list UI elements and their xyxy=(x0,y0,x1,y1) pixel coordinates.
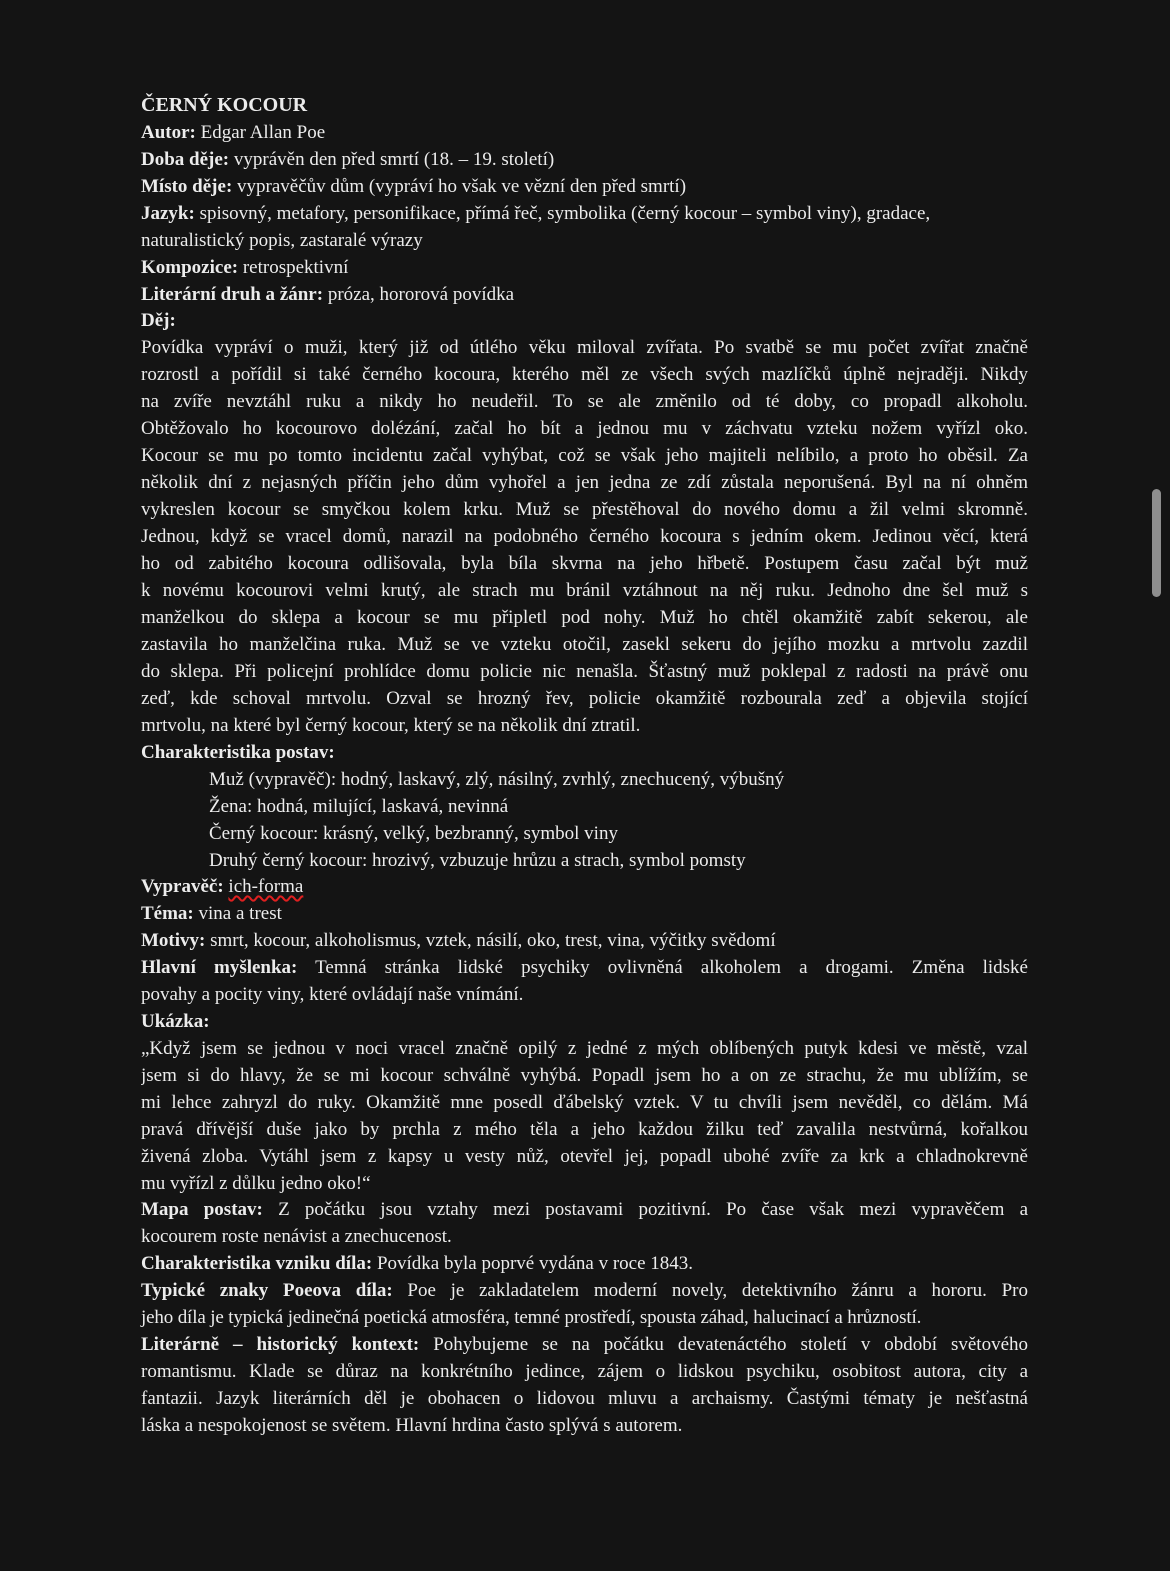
plot-label: Děj: xyxy=(141,310,176,331)
context-line-2: romantismu. Klade se důraz na konkrétního jedince, zájem o lidskou psychiku, osobitost autora, city a xyxy=(141,1361,1028,1382)
excerpt-line: mi lehce zahryzl do ruky. Okamžitě mne posedl ďábelský vztek. V tu chvíli jsem nevěděl, co dělám. Má xyxy=(141,1092,1028,1113)
plot-line: vykreslen kocour se smyčkou kolem krku. Muž se přestěhoval do nového domu a žil velmi skromně. xyxy=(141,499,1028,520)
main-idea-value: Temná stránka lidské psychiky ovlivněná alkoholem a drogami. Změna lidské xyxy=(315,957,1028,978)
main-idea-label: Hlavní myšlenka: xyxy=(141,957,298,978)
theme-value: vina a trest xyxy=(198,903,282,924)
poe-traits-line-2: jeho díla je typická jedinečná poetická atmosféra, temné prostředí, spousta záhad, halucinací a hrůzností. xyxy=(141,1307,922,1328)
character-item: Černý kocour: krásný, velký, bezbranný, symbol viny xyxy=(209,823,618,844)
plot-line: zastavila ho manželčina ruka. Muž se ve vzteku otočil, zasekl sekeru do jejího mozku a mrtvolu zazdil xyxy=(141,634,1028,655)
time-line xyxy=(141,146,1028,173)
context-line-3: fantazii. Jazyk literárních děl je obohacen o lidovou mluvu a archaismy. Častými tématy je nešťastná xyxy=(141,1388,1028,1409)
plot-line: Povídka vypráví o muži, který již od útlého věku miloval zvířata. Po svatbě se mu počet zvířat značně xyxy=(141,337,1028,358)
plot-line: do sklepa. Při policejní prohlídce domu policie nic nenašla. Šťastný muž poklepal z radosti na právě onu xyxy=(141,661,1028,682)
poe-traits-line xyxy=(141,1277,1028,1304)
language-line-2: naturalistický popis, zastaralé výrazy xyxy=(141,230,423,251)
plot-line: Kocour se mu po tomto incidentu začal vyhýbat, což se však jeho majiteli nelíbilo, a proto ho oběsil. Za xyxy=(141,445,1028,466)
language-line xyxy=(141,200,1028,227)
plot-line: Obtěžovalo ho kocourovo dolézání, začal ho bít a jednou mu v záchvatu vzteku nožem vyřízl oko. xyxy=(141,418,1028,439)
excerpt-label: Ukázka: xyxy=(141,1011,210,1032)
vertical-scrollbar-thumb[interactable] xyxy=(1152,489,1161,597)
plot-line: zeď, kde schoval mrtvolu. Ozval se hrozný řev, policie okamžitě rozbourala zeď a objevila stojící xyxy=(141,688,1028,709)
author-value: Edgar Allan Poe xyxy=(200,122,326,143)
plot-line: k novému kocourovi velmi krutý, ale strach mu bránil vztáhnout na něj ruku. Jednoho dne šel muž s xyxy=(141,580,1028,601)
context-line-4: láska a nespokojenost se světem. Hlavní hrdina často splývá s autorem. xyxy=(141,1415,683,1436)
theme-line xyxy=(141,900,1028,927)
character-item: Druhý černý kocour: hrozivý, vzbuzuje hrůzu a strach, symbol pomsty xyxy=(209,850,746,871)
narrator-label: Vypravěč: xyxy=(141,876,224,897)
genre-label: Literární druh a žánr: xyxy=(141,284,324,305)
plot-line: ho od zabitého kocoura odlišovala, byla bíla skvrna na jeho hřbetě. Postupem času začal být muž xyxy=(141,553,1028,574)
character-map-line-2: kocourem roste nenávist a znechucenost. xyxy=(141,1226,452,1247)
excerpt-line: pravá dřívější duše jako by prchla z mého těla a jeho každou žilku teď zavalila nestvůrná, kořalkou xyxy=(141,1119,1028,1140)
genre-value: próza, hororová povídka xyxy=(327,284,515,305)
language-value: spisovný, metafory, personifikace, přímá řeč, symbolika (černý kocour – symbol viny), gradace, xyxy=(199,203,931,224)
origin-line xyxy=(141,1250,1028,1277)
context-label: Literárně – historický kontext: xyxy=(141,1334,420,1355)
plot-line: několik dní z nejasných příčin jeho dům vyhořel a jen jedna ze zdí zůstala neporušená. Byl na ní ohněm xyxy=(141,472,1028,493)
main-idea-line xyxy=(141,954,1028,981)
place-line xyxy=(141,173,1028,200)
plot-line: Jednou, když se vracel domů, narazil na podobného černého kocoura s jedním okem. Jedinou věcí, která xyxy=(141,526,1028,547)
document-body xyxy=(141,92,1028,1439)
origin-value: Povídka byla poprvé vydána v roce 1843. xyxy=(376,1253,694,1274)
poe-traits-label: Typické znaky Poeova díla: xyxy=(141,1280,393,1301)
context-value: Pohybujeme se na počátku devatenáctého století v období světového xyxy=(433,1334,1028,1355)
excerpt-line: jsem si do hlavy, že se mi kocour schválně vyhýbá. Popadl jsem ho a on ze strachu, že mu ublížím, se xyxy=(141,1065,1028,1086)
place-label: Místo děje: xyxy=(141,176,233,197)
author-line xyxy=(141,119,1028,146)
theme-label: Téma: xyxy=(141,903,194,924)
context-line xyxy=(141,1331,1028,1358)
time-value: vyprávěn den před smrtí (18. – 19. století) xyxy=(233,149,555,170)
character-map-line xyxy=(141,1197,1028,1223)
excerpt-line: mu vyřízl z důlku jedno oko!“ xyxy=(141,1173,371,1194)
poe-traits-value: Poe je zakladatelem moderní novely, detektivního žánru a hororu. Pro xyxy=(407,1280,1028,1301)
narrator-value-misspelled[interactable]: ich-forma xyxy=(228,876,304,897)
plot-line: mrtvolu, na které byl černý kocour, který se na několik dní ztratil. xyxy=(141,715,641,736)
excerpt-line: živená zloba. Vytáhl jsem z kapsy u vesty nůž, otevřel jej, popadl ubohé zvíře za krk a chladnokrevně xyxy=(141,1146,1028,1167)
genre-line xyxy=(141,281,1028,308)
plot-line: manželkou do sklepa a kocour se mu připletl pod nohy. Muž ho chtěl okamžitě zabít sekerou, ale xyxy=(141,607,1028,628)
composition-value: retrospektivní xyxy=(242,257,349,278)
composition-label: Kompozice: xyxy=(141,257,239,278)
plot-line: rozrostl a pořídil si také černého kocoura, kterého měl ze všech svých mazlíčků úplně nejraději. Nikdy xyxy=(141,364,1028,385)
excerpt-line: „Když jsem se jednou v noci vracel značně opilý z jedné z mých oblíbených putyk kdesi ve městě, vzal xyxy=(141,1038,1028,1059)
characters-label: Charakteristika postav: xyxy=(141,742,335,763)
author-label: Autor: xyxy=(141,122,196,143)
character-item: Žena: hodná, milující, laskavá, nevinná xyxy=(209,796,509,817)
main-idea-line-2: povahy a pocity viny, které ovládají naše vnímání. xyxy=(141,984,524,1005)
character-map-value: Z počátku jsou vztahy mezi postavami pozitivní. Po čase však mezi vypravěčem a xyxy=(278,1199,1028,1220)
origin-label: Charakteristika vzniku díla: xyxy=(141,1253,373,1274)
motifs-value: smrt, kocour, alkoholismus, vztek, násilí, oko, trest, vina, výčitky svědomí xyxy=(210,930,776,951)
character-item: Muž (vypravěč): hodný, laskavý, zlý, násilný, zvrhlý, znechucený, výbušný xyxy=(209,769,785,790)
document-title: ČERNÝ KOCOUR xyxy=(141,94,308,116)
character-map-label: Mapa postav: xyxy=(141,1199,263,1220)
time-label: Doba děje: xyxy=(141,149,230,170)
plot-line: na zvíře nevztáhl ruku a nikdy ho neudeřil. To se ale změnilo od té doby, co propadl alkoholu. xyxy=(141,391,1028,412)
language-label: Jazyk: xyxy=(141,203,195,224)
place-value: vypravěčův dům (vypráví ho však ve vězní den před smrtí) xyxy=(237,176,687,197)
motifs-label: Motivy: xyxy=(141,930,206,951)
motifs-line xyxy=(141,927,1028,954)
narrator-line xyxy=(141,874,1028,900)
composition-line xyxy=(141,254,1028,281)
